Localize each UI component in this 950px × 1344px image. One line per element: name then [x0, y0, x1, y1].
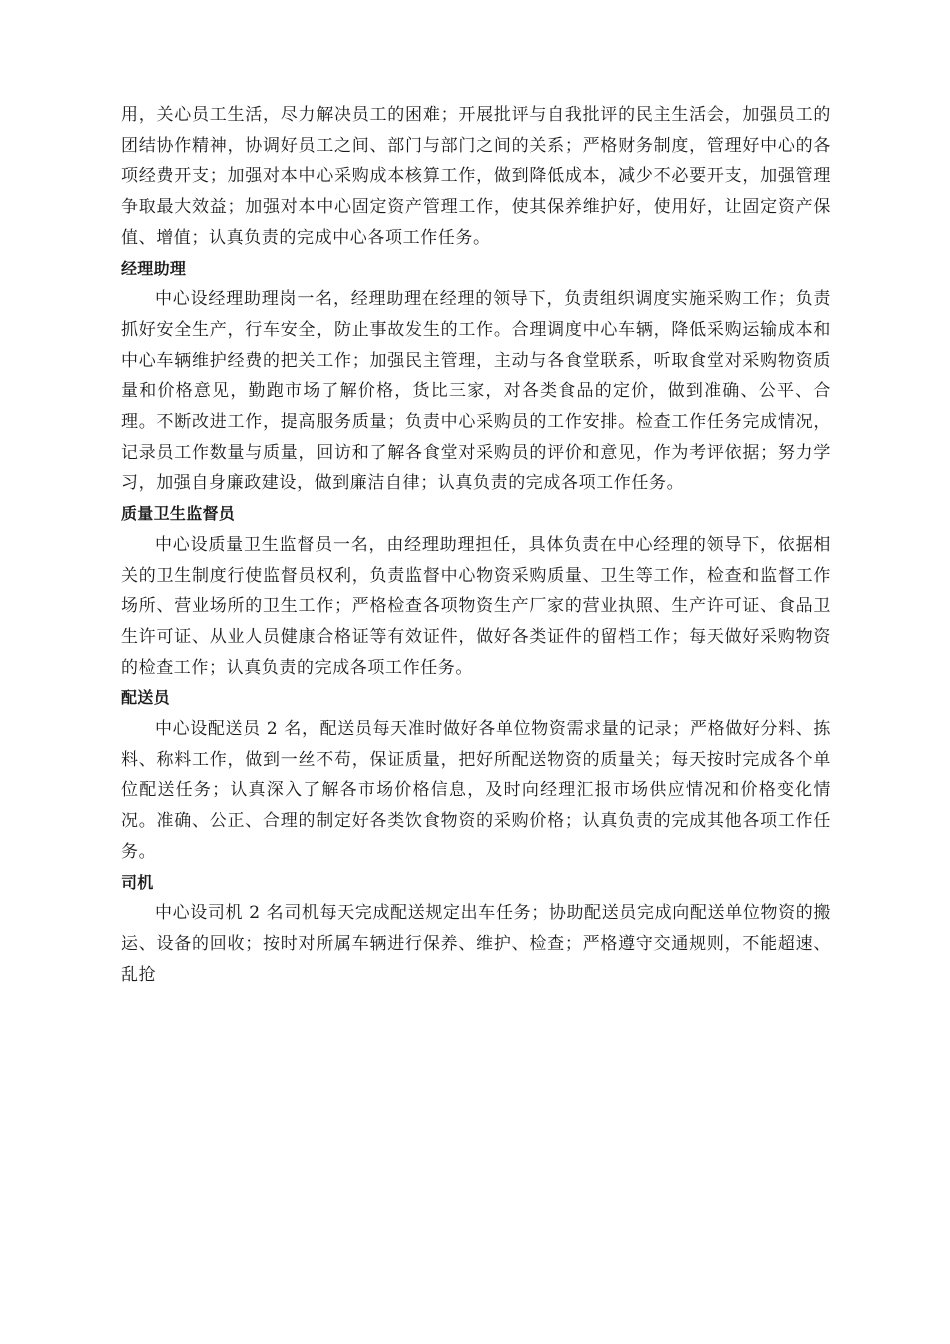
section-heading-delivery-staff: 配送员	[121, 688, 170, 708]
section-body-delivery-staff: 中心设配送员 2 名，配送员每天准时做好各单位物资需求量的记录；严格做好分料、拣料、称料工作，做到一丝不苟，保证质量，把好所配送物资的质量关；每天按时完成各个单位配送任务；认真深入了解各市场价格信息，及时向经理汇报市场供应情况和价格变化情况。准确、公正、合理的制定好各类饮食物资的采购价格；认真负责的完成其他各项工作任务。	[121, 719, 831, 862]
section-heading-driver: 司机	[121, 872, 154, 892]
document-content	[121, 100, 831, 990]
section-heading-assistant-manager: 经理助理	[121, 258, 187, 278]
section-body-assistant-manager: 中心设经理助理岗一名，经理助理在经理的领导下，负责组织调度实施采购工作；负责抓好安全生产，行车安全，防止事故发生的工作。合理调度中心车辆，降低采购运输成本和中心车辆维护经费的把关工作；加强民主管理，主动与各食堂联系，听取食堂对采购物资质量和价格意见，勤跑市场了解价格，货比三家，对各类食品的定价，做到准确、公平、合理。不断改进工作，提高服务质量；负责中心采购员的工作安排。检查工作任务完成情况，记录员工作数量与质量，回访和了解各食堂对采购员的评价和意见，作为考评依据；努力学习，加强自身廉政建设，做到廉洁自律；认真负责的完成各项工作任务。	[121, 289, 831, 494]
section-heading-quality-inspector: 质量卫生监督员	[121, 504, 236, 524]
section-body-quality-inspector: 中心设质量卫生监督员一名，由经理助理担任，具体负责在中心经理的领导下，依据相关的卫生制度行使监督员权利，负责监督中心物资采购质量、卫生等工作，检查和监督工作场所、营业场所的卫生工作；严格检查各项物资生产厂家的营业执照、生产许可证、食品卫生许可证、从业人员健康合格证等有效证件，做好各类证件的留档工作；每天做好采购物资的检查工作；认真负责的完成各项工作任务。	[121, 534, 831, 678]
intro-paragraph: 用，关心员工生活，尽力解决员工的困难；开展批评与自我批评的民主生活会，加强员工的团结协作精神，协调好员工之间、部门与部门之间的关系；严格财务制度，管理好中心的各项经费开支；加强对本中心采购成本核算工作，做到降低成本，减少不必要开支，加强管理争取最大效益；加强对本中心固定资产管理工作，使其保养维护好，使用好，让固定资产保值、增值；认真负责的完成中心各项工作任务。	[121, 105, 831, 248]
section-body-driver: 中心设司机 2 名司机每天完成配送规定出车任务；协助配送员完成向配送单位物资的搬运、设备的回收；按时对所属车辆进行保养、维护、检查；严格遵守交通规则，不能超速、乱抢	[121, 903, 831, 985]
